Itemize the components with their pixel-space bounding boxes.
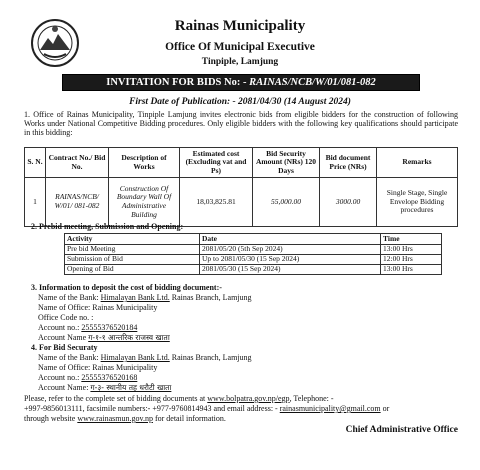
activity-cell: Pre bid Meeting: [65, 245, 200, 255]
col-security: Bid Security Amount (NRs) 120 Days: [253, 148, 320, 178]
bolpatra-link[interactable]: www.bolpatra.gov.np/egp: [207, 394, 290, 403]
time-cell: 12:00 Hrs: [381, 255, 442, 265]
office-title: Office Of Municipal Executive: [165, 41, 315, 53]
footer-line-2: [24, 404, 389, 413]
account-name-label: Account Name:: [38, 383, 91, 392]
date-cell: 2081/05/30 (15 Sep 2024): [200, 265, 381, 275]
account-no-label: Account no.:: [38, 373, 82, 382]
time-cell: 13:00 Hrs: [381, 265, 442, 275]
footer-text: for detail information.: [152, 414, 226, 423]
cell-remarks: Single Stage, Single Envelope Bidding procedures: [377, 178, 458, 227]
security-office-name: Name of Office: Rainas Municipality: [38, 363, 158, 372]
cell-security: 55,000.00: [253, 178, 320, 227]
footer-text: +997-9856013111, facsimile numbers:- +977-9760814943 and email address: -: [24, 404, 280, 413]
publication-date: First Date of Publication: - 2081/04/30 (14 August 2024): [129, 97, 351, 107]
col-activity: Activity: [65, 234, 200, 245]
bank-label: Name of the Bank:: [38, 293, 101, 302]
bid-number: RAINAS/NCB/W/01/081-082: [249, 77, 376, 88]
schedule-table: [64, 233, 442, 275]
invitation-banner: [62, 74, 420, 91]
section2-title: 2. Prebid meeting, Submission and Opening:: [31, 222, 184, 231]
cell-estimate: 18,03,825.81: [180, 178, 253, 227]
security-account-name-line: [38, 383, 171, 392]
schedule-header: [65, 234, 442, 245]
municipality-title: Rainas Municipality: [174, 18, 306, 34]
deposit-account-name-line: [38, 333, 170, 342]
works-table-header: [25, 148, 458, 178]
date-cell: 2081/05/20 (5th Sep 2024): [200, 245, 381, 255]
activity-cell: Opening of Bid: [65, 265, 200, 275]
account-no-label: Account no.:: [38, 323, 82, 332]
bank-label: Name of the Bank:: [38, 353, 101, 362]
col-estimate: Estimated cost (Excluding vat and Ps): [180, 148, 253, 178]
email-link[interactable]: rainasmunicipality@gmail.com: [279, 404, 381, 413]
bank-name: Himalayan Bank Ltd.: [100, 353, 170, 362]
account-no: 25555376520168: [81, 373, 138, 382]
footer-text: , Telephone: -: [289, 394, 334, 403]
works-table: [24, 147, 458, 227]
bank-branch: Rainas Branch, Lamjung: [169, 353, 252, 362]
col-description: Description of Works: [109, 148, 180, 178]
account-name: ग-३- स्थानीय तह धरौटी खाता: [90, 383, 172, 392]
footer-line-3: [24, 414, 226, 423]
cell-sn: 1: [25, 178, 46, 227]
website-link[interactable]: www.rainasmun.gov.np: [77, 414, 153, 423]
signature: Chief Administrative Office: [345, 425, 458, 435]
table-row: [25, 178, 458, 227]
cell-contract: RAINAS/NCB/ W/01/ 081-082: [46, 178, 109, 227]
account-name-label: Account Name: [38, 333, 89, 342]
cell-docprice: 3000.00: [320, 178, 377, 227]
date-cell: Up to 2081/05/30 (15 Sep 2024): [200, 255, 381, 265]
section3-title: 3. Information to deposit the cost of bidding document:-: [31, 283, 222, 292]
deposit-office-name: Name of Office: Rainas Municipality: [38, 303, 158, 312]
table-row: [65, 255, 442, 265]
deposit-office-code: Office Code no. :: [38, 313, 94, 322]
banner-prefix: INVITATION FOR BIDS No: -: [106, 77, 250, 88]
table-row: [65, 265, 442, 275]
footer-text: Please, refer to the complete set of bidding documents at: [24, 394, 208, 403]
deposit-account-line: [38, 323, 137, 332]
col-date: Date: [200, 234, 381, 245]
col-docprice: Bid document Price (NRs): [320, 148, 377, 178]
section4-title: 4. For Bid Securaty: [31, 343, 98, 352]
account-no: 25555376520184: [81, 323, 138, 332]
deposit-bank-line: [38, 293, 252, 302]
col-remarks: Remarks: [377, 148, 458, 178]
col-contract: Contract No./ Bid No.: [46, 148, 109, 178]
table-row: [65, 245, 442, 255]
footer-text: or: [380, 404, 390, 413]
cell-description: Construction Of Boundary Wall Of Administrative Building: [109, 178, 180, 227]
location-title: Tinpiple, Lamjung: [201, 57, 279, 67]
time-cell: 13:00 Hrs: [381, 245, 442, 255]
footer-line-1: [24, 394, 334, 403]
security-bank-line: [38, 353, 252, 362]
footer-text: through website: [24, 414, 78, 423]
security-account-line: [38, 373, 137, 382]
intro-paragraph: 1. Office of Rainas Municipality, Tinpiple Lamjung invites electronic bids from eligible bidders for the construction of following Works under National Competitive Bidding procedures. Only eligible bidders with the following key qualifications should participate in this bidding:: [24, 110, 458, 138]
bank-branch: Rainas Branch, Lamjung: [169, 293, 252, 302]
account-name: ग-१-१ आन्तरिक राजस्व खाता: [88, 333, 170, 342]
col-time: Time: [381, 234, 442, 245]
bank-name: Himalayan Bank Ltd.: [100, 293, 170, 302]
activity-cell: Submission of Bid: [65, 255, 200, 265]
col-sn: S. N.: [25, 148, 46, 178]
